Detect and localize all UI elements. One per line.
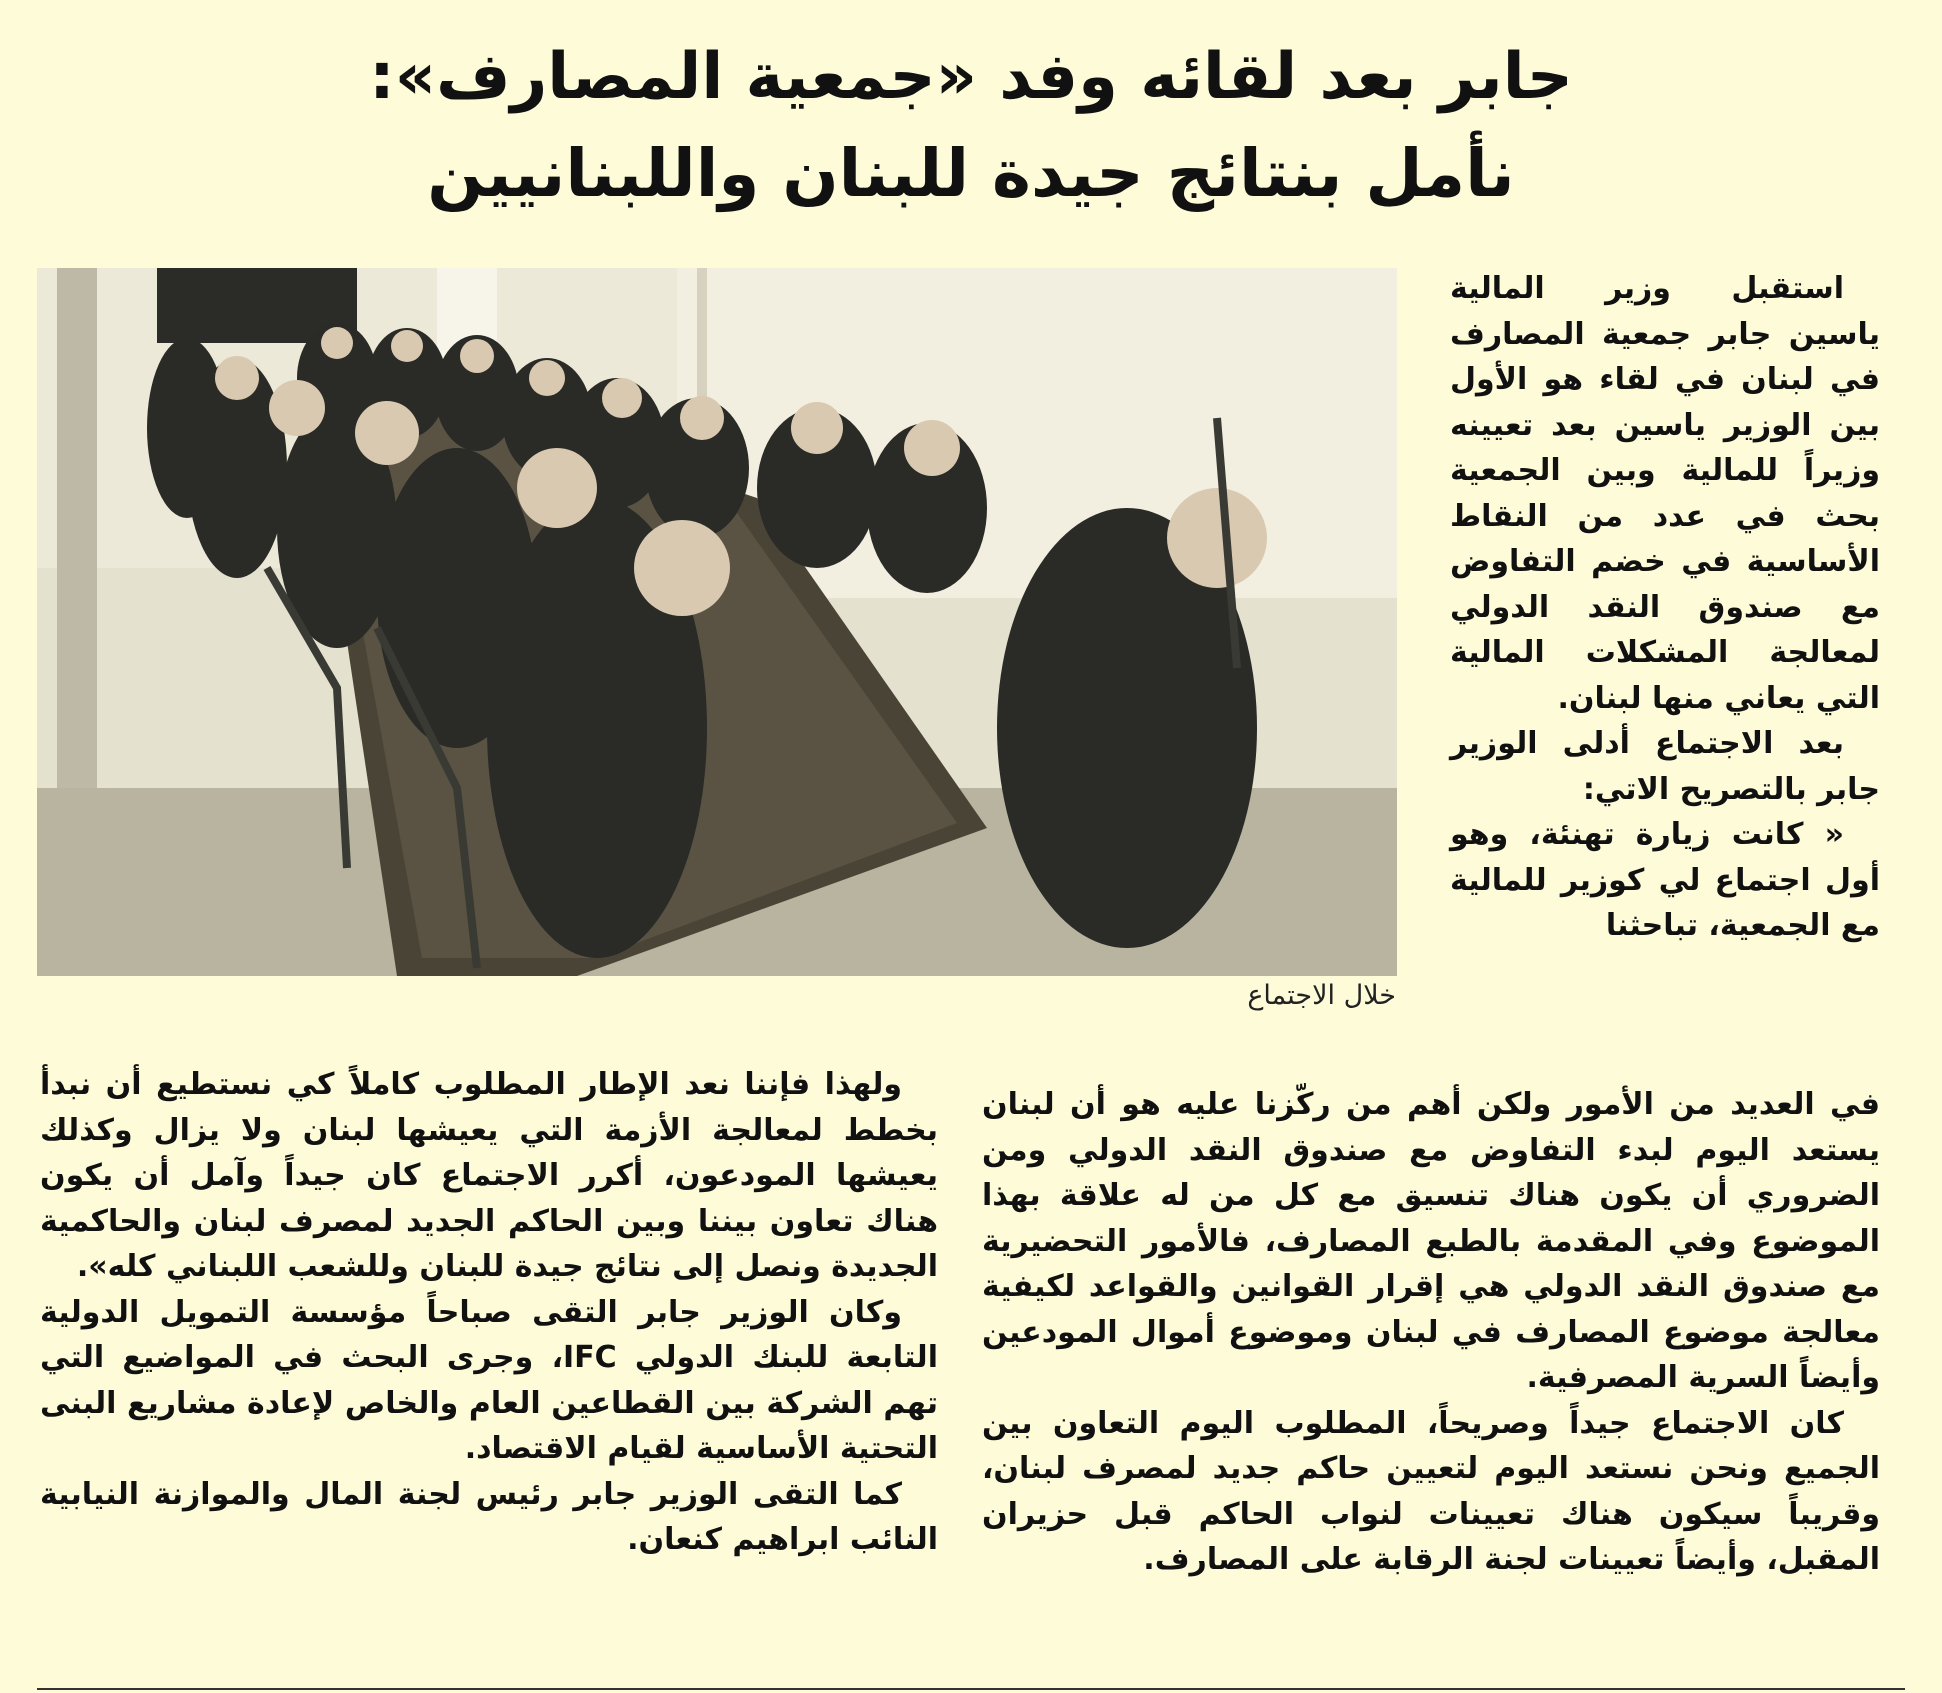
meeting-photo [37,268,1397,976]
article-paragraph: بعد الاجتماع أدلى الوزير جابر بالتصريح الاتي: [1450,726,1880,807]
photo-caption: خلال الاجتماع [1247,980,1396,1011]
article-column-right [1450,266,1880,949]
article-paragraph: وكان الوزير جابر التقى صباحاً مؤسسة التمويل الدولية التابعة للبنك الدولي IFC، وجرى البحث في المواضيع التي تهم الشركة بين القطاعين العام والخاص لإعادة مشاريع البنى التحتية الأساسية لقيام الاقتصاد. [40,1294,938,1466]
article-paragraph: ولهذا فإننا نعد الإطار المطلوب كاملاً كي نستطيع أن نبدأ بخطط لمعالجة الأزمة التي يعيشها لبنان ولا يزال وكذلك يعيشها المودعون، أكرر الاجتماع كان جيداً وآمل أن يكون هناك تعاون بيننا وبين الحاكم الجديد لمصرف لبنان والحاكمية الجديدة ونصل إلى نتائج جيدة للبنان وللشعب اللبناني كله». [40,1067,938,1284]
headline-line-1: جابر بعد لقائه وفد «جمعية المصارف»: [369,40,1573,114]
article-paragraph: في العديد من الأمور ولكن أهم من ركّزنا عليه هو أن لبنان يستعد اليوم لبدء التفاوض مع صندوق النقد الدولي ومن الضروري أن يكون هناك تنسيق مع كل من له علاقة بهذا الموضوع وفي المقدمة بالطبع المصارف، فالأمور التحضيرية مع صندوق النقد الدولي هي إقرار القوانين والقواعد لكيفية معالجة موضوع المصارف في لبنان وموضوع أموال المودعين وأيضاً السرية المصرفية. [982,1087,1880,1395]
article-column-middle [982,1082,1880,1583]
headline-line-2: نأمل بنتائج جيدة للبنان واللبنانيين [427,135,1515,212]
article-paragraph: كما التقى الوزير جابر رئيس لجنة المال والموازنة النيابية النائب ابراهيم كنعان. [40,1476,938,1557]
bottom-divider [37,1688,1905,1690]
article-paragraph: استقبل وزير المالية ياسين جابر جمعية المصارف في لبنان في لقاء هو الأول بين الوزير ياسين بعد تعيينه وزيراً للمالية وبين الجمعية بحث في عدد من النقاط الأساسية في خضم التفاوض مع صندوق النقد الدولي لمعالجة المشكلات المالية التي يعاني منها لبنان. [1450,271,1880,716]
article-paragraph: « كانت زيارة تهنئة، وهو أول اجتماع لي كوزير للمالية مع الجمعية، تباحثنا [1450,817,1880,943]
article-column-left [40,1062,938,1563]
article-paragraph: كان الاجتماع جيداً وصريحاً، المطلوب اليوم التعاون بين الجميع ونحن نستعد اليوم لتعيين حاكم جديد لمصرف لبنان، وقريباً سيكون هناك تعيينات لنواب الحاكم قبل حزيران المقبل، وأيضاً تعيينات لجنة الرقابة على المصارف. [982,1405,1880,1577]
